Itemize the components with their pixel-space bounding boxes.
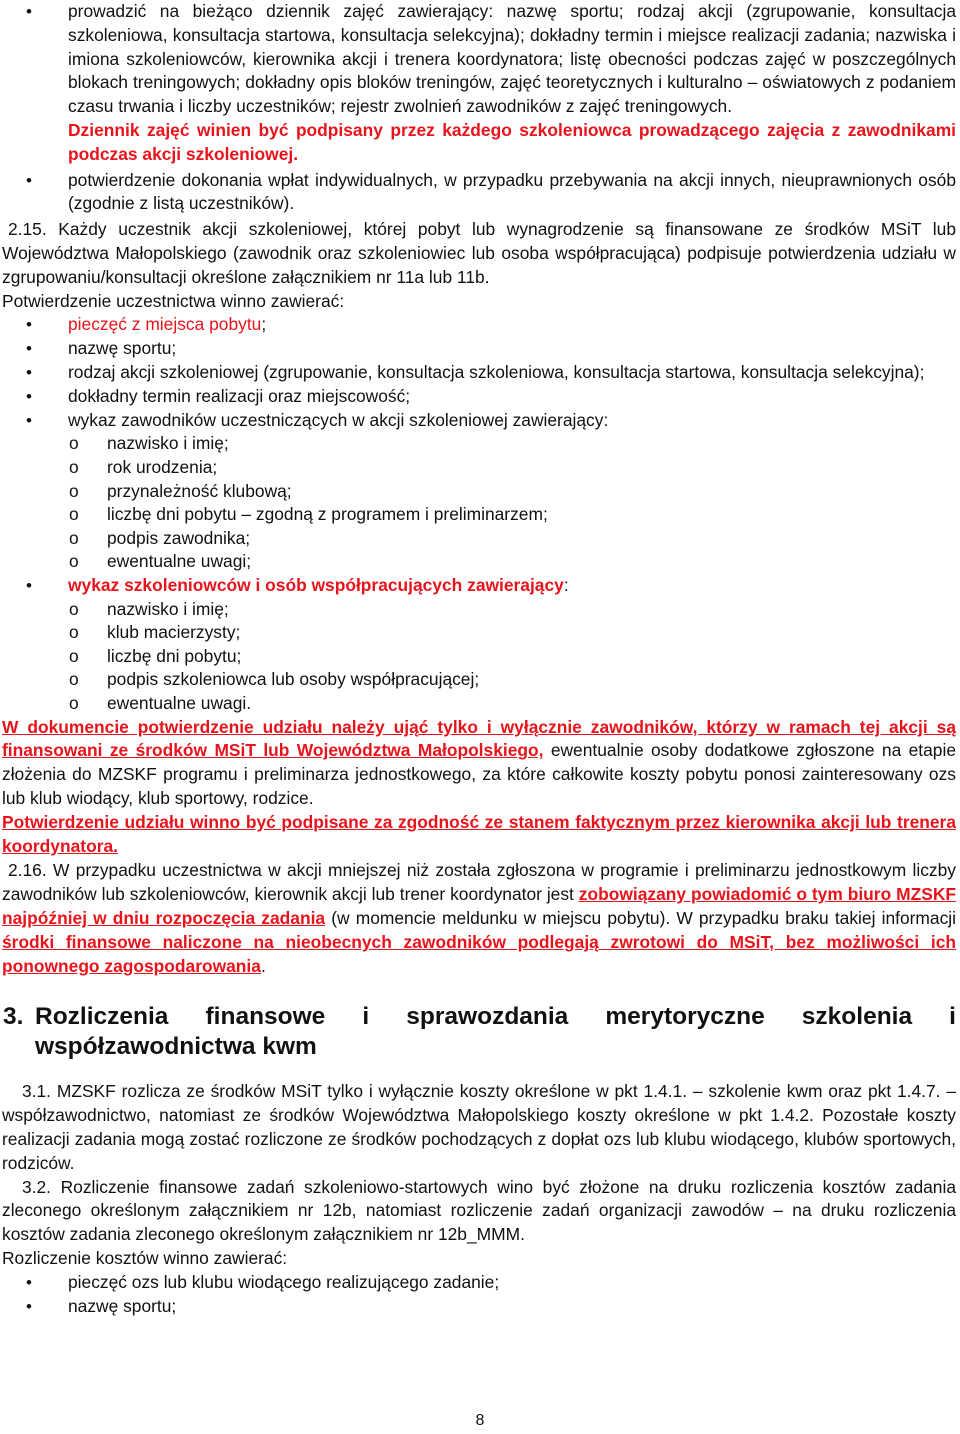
- red-text: pieczęć z miejsca pobytu: [68, 314, 262, 335]
- sub-list-item: o klub macierzysty;: [0, 621, 960, 645]
- red-text: wykaz szkoleniowców i osób współpracujących zawierający: [68, 574, 564, 595]
- sub-list-item: o ewentualne uwagi;: [0, 550, 960, 574]
- item-text: nazwę sportu;: [68, 1295, 177, 1316]
- sub-list-item: o podpis zawodnika;: [0, 527, 960, 551]
- sub-list-item: o liczbę dni pobytu – zgodną z programem i preliminarzem;: [0, 503, 960, 527]
- section-title: Rozliczenia finansowe i sprawozdania merytoryczne szkolenia i współzawodnictwa kwm: [35, 1003, 956, 1061]
- list-item: [0, 313, 960, 337]
- paragraph-text: ewentualnie osoby dodatkowe zgłoszone na etapie złożenia do MZSKF programu i preliminarza jednostkowego, za które całkowite koszty pobytu ponosi zainteresowany ozs lub klub wiodący, klub sportowy, rodzice.: [2, 740, 956, 809]
- paragraph-2-15: 2.15. Każdy uczestnik akcji szkoleniowej, której pobyt lub wynagrodzenie są finansowane ze środków MSiT lub Województwa Małopolskiego (zawodnik oraz szkoleniowiec lub osoba współpracująca) podpisuje potwierdzenia udziału w zgrupowaniu/konsultacji określone załącznikiem nr 11a lub 11b.: [2, 219, 956, 287]
- paragraph-text: 2.16. W przypadku uczestnictwa w akcji mniejszej niż została zgłoszona w programie i preliminarzu jednostkowym liczby zawodników lub szkoleniowców, kierownik akcji lub trener koordynator jest: [2, 860, 956, 905]
- list-item: [0, 361, 960, 385]
- bullet-potwierdzenie-wplat: [0, 169, 960, 217]
- item-tail: ;: [261, 314, 267, 335]
- intro-potwierdzenie: Potwierdzenie uczestnictwa winno zawierać:: [2, 290, 345, 311]
- paragraph-dokument-potwierdzenie: [0, 716, 960, 811]
- sub-list-item: o rok urodzenia;: [0, 456, 960, 480]
- sub-list-item: o podpis szkoleniowca lub osoby współpracującej;: [0, 668, 960, 692]
- paragraph-3-1: 3.1. MZSKF rozlicza ze środków MSiT tylko i wyłącznie koszty określone w pkt 1.4.1. – szkolenie kwm oraz pkt 1.4.7. – współzawodnictwo, natomiast ze środków Województwa Małopolskiego koszty określone w pkt 1.4.2. Pozostałe koszty realizacji zadania mogą zostać rozliczone ze środków pochodzących z dopłat ozs lub klubu wiodącego, klubów sportowych, rodziców.: [2, 1081, 956, 1173]
- page-number: 8: [475, 1412, 485, 1429]
- list-item: [0, 409, 960, 433]
- item-text: nazwę sportu;: [68, 338, 177, 359]
- red-underlined-text: zobowiązany powiadomić o tym biuro MZSKF najpóźniej w dniu rozpoczęcia zadania: [2, 884, 956, 929]
- section-heading-3: [0, 1002, 960, 1062]
- item-text: dokładny termin realizacji oraz miejscowość;: [68, 385, 411, 406]
- item-text: rodzaj akcji szkoleniowej (zgrupowanie, konsultacja szkoleniowa, konsultacja startowa, konsultacja selekcyjna);: [68, 361, 925, 382]
- list-item: [0, 385, 960, 409]
- bullet-dziennik-zajec: [0, 0, 960, 167]
- sub-list-item: o nazwisko i imię;: [0, 432, 960, 456]
- list-item: [0, 574, 960, 598]
- paragraph-2-16: [0, 859, 960, 978]
- paragraph-3-2: 3.2. Rozliczenie finansowe zadań szkoleniowo-startowych wino być złożone na druku rozliczenia kosztów zadania zleconego określonym załącznikiem nr 12b, natomiast rozliczenie zadań organizacji zawodów – na druku rozliczenia kosztów zadania zleconego określonym załącznikiem nr 12b_MMM.: [2, 1176, 956, 1245]
- bullet-text: prowadzić na bieżąco dziennik zajęć zawierający: nazwę sportu; rodzaj akcji (zgrupowanie, konsultacja szkoleniowa, konsultacja startowa, konsultacja selekcyjna); dokładny termin i miejsce realizacji zadania; nazwiska i imiona szkoleniowców, kierownika akcji i trenera koordynatora; listę obecności podczas zajęć w poszczególnych blokach treningowych; dokładny opis bloków treningów, zajęć teoretycznych i kulturalno – oświatowych z podaniem czasu trwania i liczby uczestników; rejestr zwolnień zawodników z zajęć treningowych.: [68, 1, 956, 117]
- paragraph-text: .: [260, 955, 266, 976]
- sub-list-item: o przynależność klubową;: [0, 480, 960, 504]
- list-rozliczenie: [0, 1271, 960, 1319]
- paragraph-text: (w momencie meldunku w miejscu pobytu). W przypadku braku takiej informacji: [325, 908, 956, 929]
- list-item: [0, 337, 960, 361]
- sub-list-item: o ewentualne uwagi.: [0, 692, 960, 716]
- list-item: [0, 1271, 960, 1295]
- bullet-text: potwierdzenie dokonania wpłat indywidualnych, w przypadku przebywania na akcji innych, nieuprawnionych osób (zgodnie z listą uczestników).: [68, 169, 956, 214]
- intro-rozliczenie: Rozliczenie kosztów winno zawierać:: [2, 1248, 288, 1269]
- item-text: wykaz zawodników uczestniczących w akcji szkoleniowej zawierający:: [68, 409, 609, 430]
- list-item: [0, 1295, 960, 1319]
- red-underlined-text: środki finansowe naliczone na nieobecnych zawodników podlegają zwrotowi do MSiT, bez możliwości ich ponownego zagospodarowania: [2, 931, 956, 976]
- sub-list-item: o liczbę dni pobytu;: [0, 645, 960, 669]
- item-tail: :: [563, 574, 569, 595]
- list-potwierdzenie: [0, 313, 960, 715]
- item-text: pieczęć ozs lub klubu wiodącego realizującego zadanie;: [68, 1271, 500, 1292]
- red-underlined-text: Potwierdzenie udziału winno być podpisane za zgodność ze stanem faktycznym przez kierownika akcji lub trenera koordynatora.: [2, 811, 956, 856]
- red-underlined-text: W dokumencie potwierdzenie udziału należy ująć tylko i wyłącznie zawodników, którzy w ramach tej akcji są finansowani ze środków MSiT lub Województwa Małopolskiego,: [2, 716, 956, 761]
- paragraph-podpis-potwierdzenia: [0, 811, 960, 859]
- section-number: 3.: [3, 1003, 24, 1031]
- red-notice-dziennik: Dziennik zajęć winien być podpisany przez każdego szkoleniowca prowadzącego zajęcia z zawodnikami podczas akcji szkoleniowej.: [68, 119, 956, 164]
- sub-list-item: o nazwisko i imię;: [0, 598, 960, 622]
